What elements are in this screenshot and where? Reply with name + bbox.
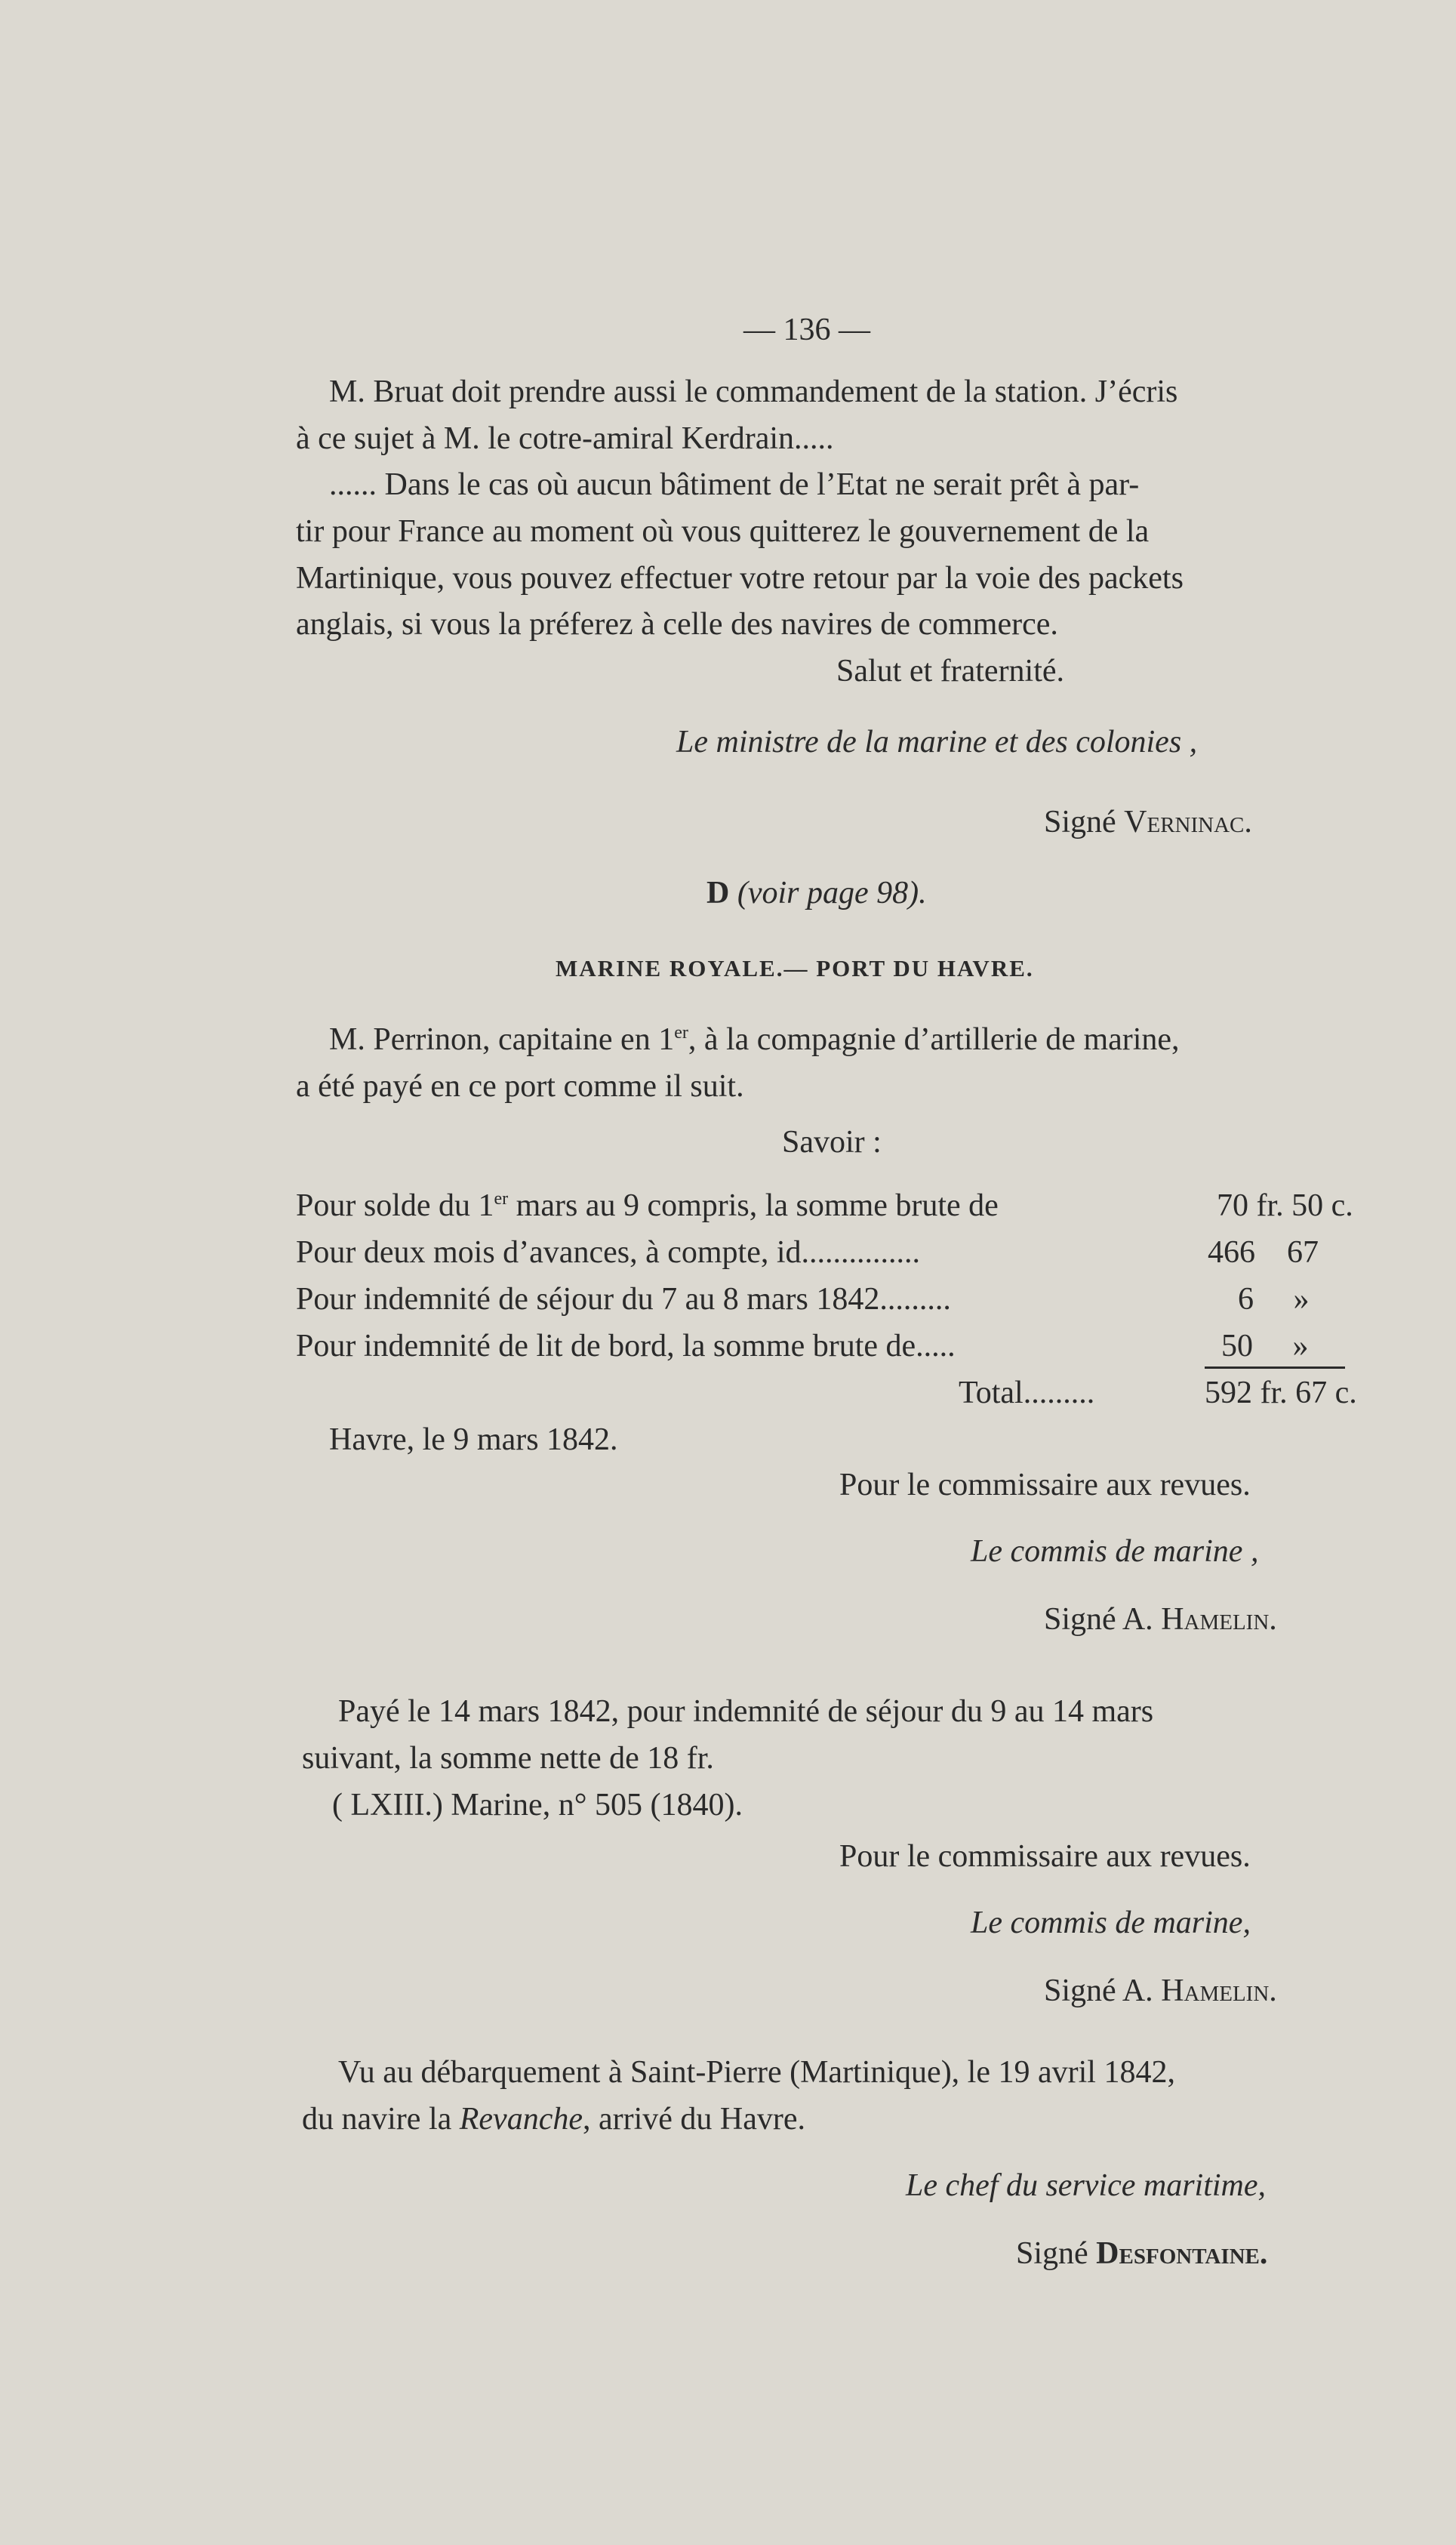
total-label: Total.........	[959, 1376, 1095, 1410]
section-letter: D	[706, 876, 730, 910]
payment-intro-line-2: a été payé en ce port comme il suit.	[296, 1069, 744, 1104]
payment-row-amount: 50 »	[1221, 1329, 1309, 1363]
salutation: Salut et fraternité.	[836, 654, 1065, 689]
commissaire-line: Pour le commissaire aux revues.	[839, 1468, 1251, 1502]
savoir-label: Savoir :	[782, 1125, 882, 1160]
section-heading: MARINE ROYALE.— PORT DU HAVRE.	[556, 955, 1034, 981]
payment-row-amount: 466 67	[1208, 1235, 1319, 1270]
chief-signature: Signé Desfontaine.	[1016, 2236, 1268, 2271]
payment2-line-3: ( LXIII.) Marine, n° 505 (1840).	[332, 1788, 743, 1822]
payment2-line-2: suivant, la somme nette de 18 fr.	[302, 1741, 714, 1776]
minister-signature	[1044, 803, 1252, 841]
page-reference: (voir page 98).	[737, 876, 927, 910]
minister-title: Le ministre de la marine et des colonies ,	[676, 725, 1198, 759]
arrival-line-2: du navire la Revanche, arrivé du Havre.	[302, 2102, 806, 2137]
section-d-reference	[706, 874, 927, 912]
payment-row-amount: 6 »	[1238, 1282, 1310, 1317]
letter-paragraph-2-line-2: tir pour France au moment où vous quitterez le gouvernement de la	[296, 514, 1150, 549]
page-number: — 136 —	[743, 313, 870, 347]
letter-paragraph-1-line-2: à ce sujet à M. le cotre-amiral Kerdrain.....	[296, 421, 834, 456]
commis-title: Le commis de marine ,	[971, 1534, 1259, 1569]
letter-paragraph-1-line-1: M. Bruat doit prendre aussi le commandement de la station. J’écris	[329, 374, 1178, 409]
commis-signature: Signé A. Hamelin.	[1044, 1602, 1277, 1637]
payment-row-label: Pour indemnité de lit de bord, la somme brute de.....	[296, 1329, 956, 1363]
ship-name: Revanche	[459, 2102, 583, 2137]
place-and-date: Havre, le 9 mars 1842.	[329, 1422, 618, 1457]
payment-row-label: Pour solde du 1er mars au 9 compris, la somme brute de	[296, 1188, 999, 1223]
total-amount: 592 fr. 67 c.	[1205, 1376, 1357, 1410]
commis-signature: Signé A. Hamelin.	[1044, 1973, 1277, 2008]
letter-paragraph-2-line-3: Martinique, vous pouvez effectuer votre retour par la voie des packets	[296, 561, 1184, 596]
chief-title: Le chef du service maritime,	[906, 2168, 1267, 2203]
payment-row-label: Pour indemnité de séjour du 7 au 8 mars 1842.........	[296, 1282, 951, 1317]
sum-rule	[1205, 1366, 1345, 1369]
payment-row-label: Pour deux mois d’avances, à compte, id...............	[296, 1235, 920, 1270]
payment-intro-line-1: M. Perrinon, capitaine en 1er, à la compagnie d’artillerie de marine,	[329, 1022, 1180, 1057]
signature-name: Verninac.	[1124, 805, 1252, 840]
arrival-line-1: Vu au débarquement à Saint-Pierre (Martinique), le 19 avril 1842,	[338, 2055, 1175, 2090]
commis-title: Le commis de marine,	[971, 1906, 1251, 1940]
signature-prefix: Signé	[1044, 805, 1125, 840]
commissaire-line: Pour le commissaire aux revues.	[839, 1839, 1251, 1874]
payment-row-amount: 70 fr. 50 c.	[1217, 1188, 1353, 1223]
letter-paragraph-2-line-4: anglais, si vous la préferez à celle des navires de commerce.	[296, 607, 1058, 642]
letter-paragraph-2-line-1: ...... Dans le cas où aucun bâtiment de l’Etat ne serait prêt à par-	[329, 467, 1140, 502]
payment2-line-1: Payé le 14 mars 1842, pour indemnité de séjour du 9 au 14 mars	[338, 1694, 1154, 1729]
